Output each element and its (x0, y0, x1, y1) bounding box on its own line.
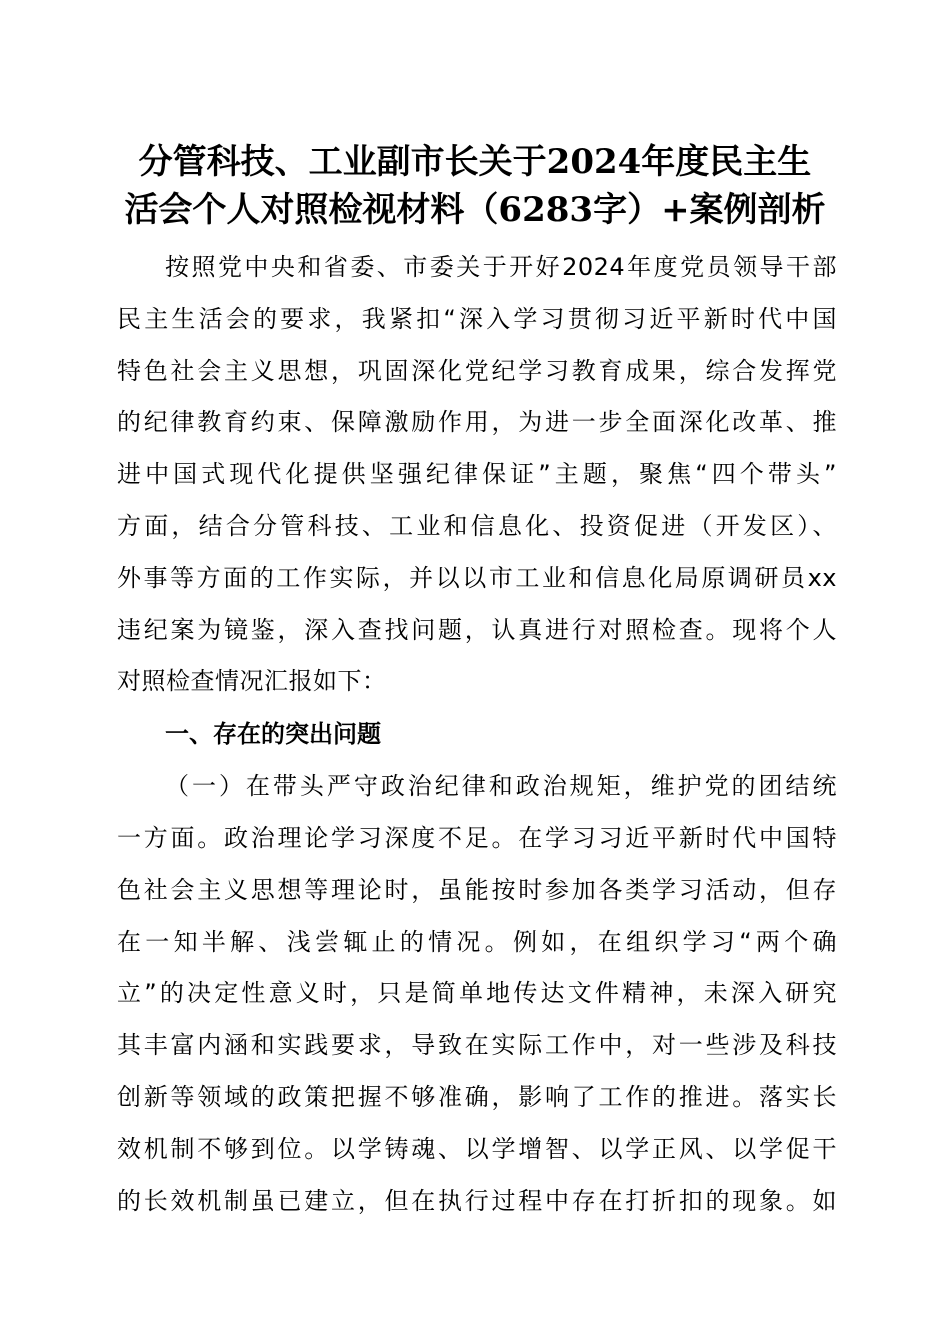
paragraph-line: 效机制不够到位。以学铸魂、以学增智、以学正风、以学促干 (117, 1134, 837, 1163)
paragraph-line: 一方面。政治理论学习深度不足。在学习习近平新时代中国特 (117, 823, 837, 852)
paragraph-line: 违纪案为镜鉴，深入查找问题，认真进行对照检查。现将个人 (117, 615, 837, 644)
document-body (117, 242, 837, 1227)
paragraph-line: 外事等方面的工作实际，并以以市工业和信息化局原调研员xx (117, 563, 837, 592)
paragraph-line: 色社会主义思想等理论时，虽能按时参加各类学习活动，但存 (117, 875, 837, 904)
paragraph-line: 特色社会主义思想，巩固深化党纪学习教育成果，综合发挥党 (117, 356, 837, 385)
paragraph-line: 在一知半解、浅尝辄止的情况。例如，在组织学习“两个确 (117, 927, 837, 956)
paragraph-line: 的纪律教育约束、保障激励作用，为进一步全面深化改革、推 (117, 408, 837, 437)
paragraph-line: 按照党中央和省委、市委关于开好2024年度党员领导干部 (165, 253, 837, 281)
paragraph-line: 创新等领域的政策把握不够准确，影响了工作的推进。落实长 (117, 1082, 837, 1111)
paragraph-line: （一）在带头严守政治纪律和政治规矩，维护党的团结统 (165, 772, 837, 801)
paragraph-line: 民主生活会的要求，我紧扣“深入学习贯彻习近平新时代中国 (117, 304, 837, 333)
document-title-line-1: 分管科技、工业副市长关于2024年度民主生 (138, 142, 812, 182)
paragraph-line: 立”的决定性意义时，只是简单地传达文件精神，未深入研究 (117, 979, 837, 1008)
paragraph-line: 进中国式现代化提供坚强纪律保证”主题，聚焦“四个带头” (117, 460, 837, 489)
section-heading: 一、存在的突出问题 (165, 720, 381, 749)
paragraph-line: 的长效机制虽已建立，但在执行过程中存在打折扣的现象。如 (117, 1186, 837, 1215)
paragraph-line: 对照检查情况汇报如下： (117, 667, 387, 696)
paragraph-line: 方面，结合分管科技、工业和信息化、投资促进（开发区）、 (117, 511, 837, 540)
paragraph-line: 其丰富内涵和实践要求，导致在实际工作中，对一些涉及科技 (117, 1031, 837, 1060)
intro-paragraph (117, 242, 837, 708)
document-title-line-2: 活会个人对照检视材料（6283字）+案例剖析 (124, 190, 826, 230)
issue-paragraph (117, 761, 837, 1227)
